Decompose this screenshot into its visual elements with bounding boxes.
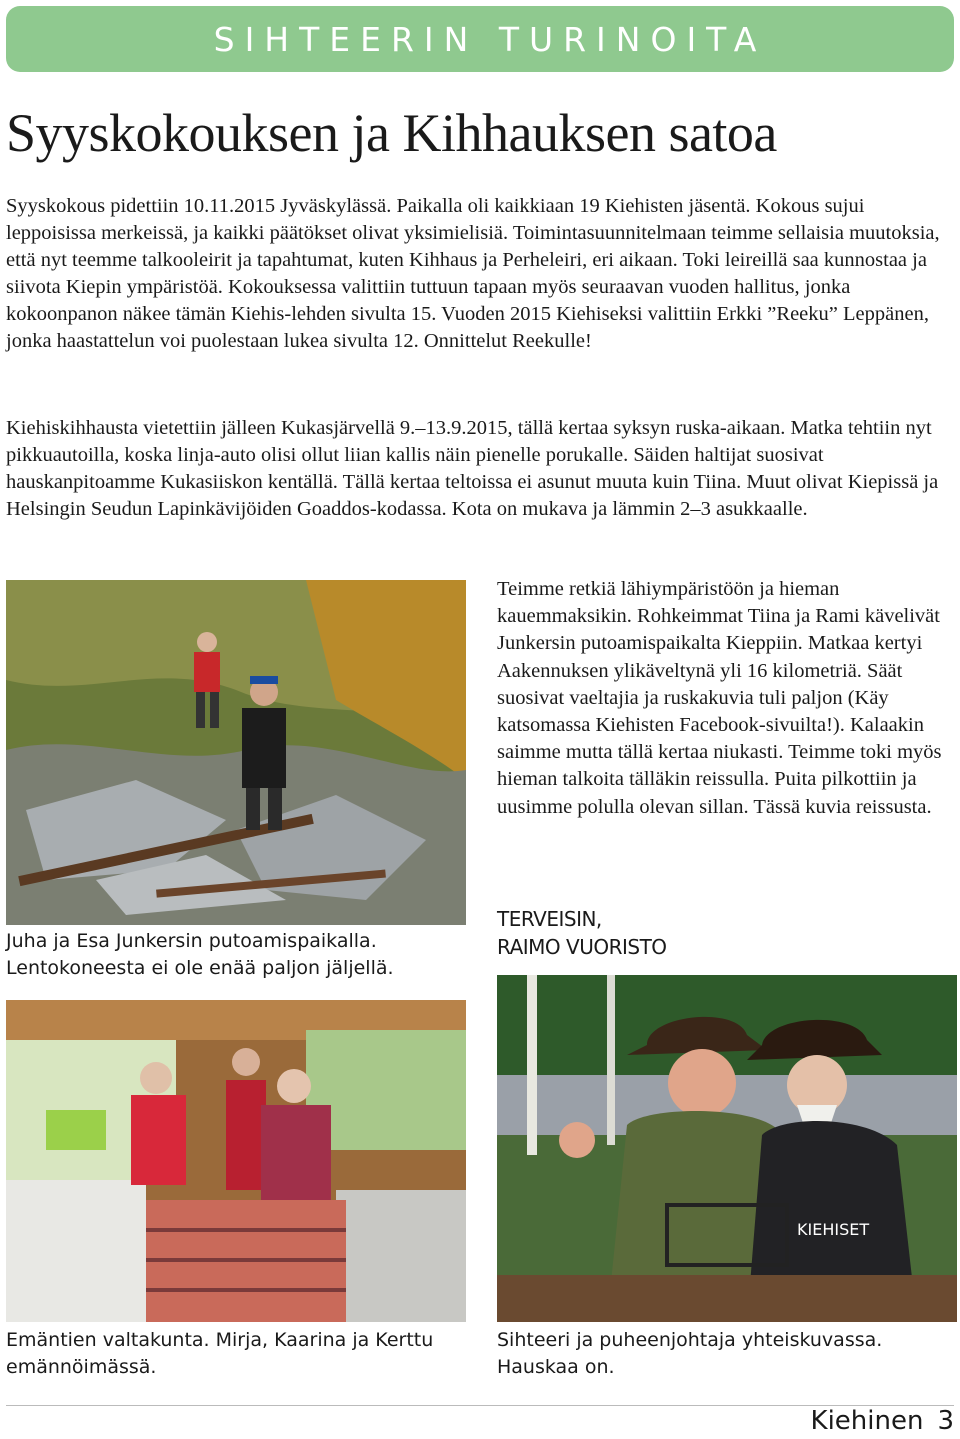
- section-banner: [6, 6, 954, 72]
- article-paragraph-1: Syyskokous pidettiin 10.11.2015 Jyväskylässä. Paikalla oli kaikkiaan 19 Kiehisten jäsentä. Kokous sujui leppoisissa merkeissä, ja kaikki päätökset olivat yksimielisiä. Toimintasuunnitelmaan teimme sellaisia muutoksia, että nyt teemme talkooleirit ja tapahtumat, kuten Kihhaus ja Perheleiri, eri aikaan. Toki leireillä saa kunnostaa ja siivota Kiepin ympäristöä. Kokouksessa valittiin tuttuun tapaan myös seuraavan vuoden hallitus, jonka kokoonpanon näkee tämän Kiehis-lehden sivulta 15. Vuoden 2015 Kiehiseksi valittiin Erkki ”Reeku” Leppänen, jonka haastattelun voi puolestaan lukea sivulta 12. Onnittelut Reekulle!: [6, 195, 940, 352]
- page-number: 3: [937, 1406, 954, 1436]
- signature-greeting: TERVEISIN,: [497, 907, 602, 931]
- article-title: Syyskokouksen ja Kihhauksen satoa: [6, 103, 777, 163]
- portrait-photo: [497, 975, 957, 1322]
- signature-name: RAIMO VUORISTO: [497, 935, 667, 959]
- section-title: SIHTEERIN TURINOITA: [213, 19, 767, 59]
- crash-site-caption: Juha ja Esa Junkersin putoamispaikalla. Lentokoneesta ei ole enää paljon jäljellä.: [6, 930, 394, 979]
- signature: [497, 905, 667, 961]
- page-footer: [811, 1406, 954, 1436]
- kitchen-photo: [6, 1000, 466, 1322]
- article-paragraph-3: Teimme retkiä lähiympäristöön ja hieman kauemmaksikin. Rohkeimmat Tiina ja Rami kävelivät Junkersin putoamispaikalta Kieppiin. Matkaa kertyi Aakennuksen ylikäveltynä yli 16 kilometriä. Säät suosivat vaeltajia ja ruskakuvia tuli paljon (Käy katsomassa Kiehisten Facebook-sivuilta!). Kalaakin saimme mutta tällä kertaa niukasti. Teimme toki myös hieman talkoita tälläkin reissulla. Puita pilkottiin ja uusimme polulla olevan sillan. Tässä kuvia reissusta.: [497, 578, 942, 818]
- magazine-name: Kiehinen: [810, 1406, 924, 1436]
- article-paragraph-2: Kiehiskihhausta vietettiin jälleen Kukasjärvellä 9.–13.9.2015, tällä kertaa syksyn ruska-aikaan. Matka tehtiin nyt pikkuautoilla, koska linja-auto olisi ollut liian kallis näin pienelle porukalle. Säiden haltijat suosivat hauskanpitoamme Kukasiiskon kentällä. Tällä kertaa teltoissa ei asunut muuta kuin Tiina. Muut olivat Kiepissä ja Helsingin Seudun Lapinkävijöiden Goaddos-kodassa. Kota on mukava ja lämmin 2–3 asukkaalle.: [6, 417, 939, 520]
- portrait-caption: Sihteeri ja puheenjohtaja yhteiskuvassa. Hauskaa on.: [497, 1329, 883, 1378]
- sweatshirt-print: KIEHISET: [797, 1220, 870, 1239]
- crash-site-photo: [6, 580, 466, 925]
- kitchen-caption: Emäntien valtakunta. Mirja, Kaarina ja Kerttu emännöimässä.: [6, 1329, 434, 1378]
